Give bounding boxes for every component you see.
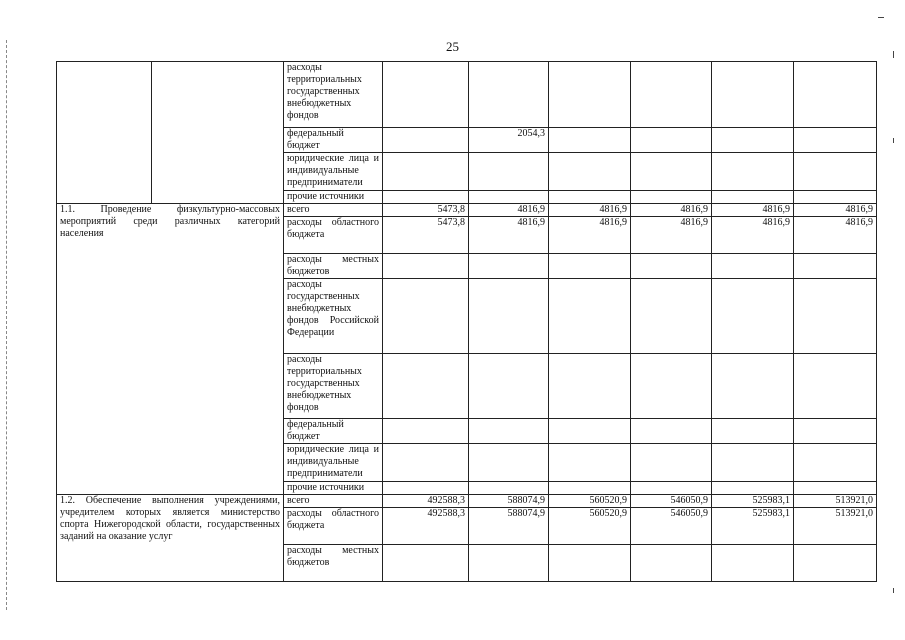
value-cell: [794, 419, 877, 444]
value-cell: [712, 191, 794, 204]
value-cell: [469, 482, 549, 495]
value-cell: 4816,9: [469, 217, 549, 254]
source-cell: всего: [284, 495, 383, 508]
value-cell: [469, 254, 549, 279]
value-cell: [631, 354, 712, 419]
source-cell: всего: [284, 204, 383, 217]
value-cell: 560520,9: [549, 508, 631, 545]
value-cell: [712, 279, 794, 354]
value-cell: 2054,3: [469, 128, 549, 153]
value-cell: [469, 153, 549, 191]
scan-mark: [893, 138, 894, 143]
value-cell: [383, 444, 469, 482]
scan-mark: [893, 588, 894, 593]
scan-mark: [878, 17, 884, 18]
value-cell: [549, 128, 631, 153]
value-cell: [712, 128, 794, 153]
value-cell: [712, 444, 794, 482]
value-cell: [549, 279, 631, 354]
value-cell: [469, 191, 549, 204]
value-cell: [469, 545, 549, 582]
value-cell: [631, 128, 712, 153]
value-cell: [469, 62, 549, 128]
source-cell: расходы государственных внебюджетных фондов Российской Федерации: [284, 279, 383, 354]
source-cell: прочие источники: [284, 482, 383, 495]
source-cell: юридические лица и индивидуальные предприниматели: [284, 153, 383, 191]
value-cell: [794, 153, 877, 191]
table-row: [57, 204, 877, 217]
source-cell: федеральный бюджет: [284, 128, 383, 153]
value-cell: [794, 354, 877, 419]
value-cell: [469, 419, 549, 444]
value-cell: [631, 419, 712, 444]
value-cell: 4816,9: [794, 204, 877, 217]
value-cell: [469, 444, 549, 482]
value-cell: [794, 62, 877, 128]
value-cell: [549, 254, 631, 279]
source-cell: расходы территориальных государственных внебюджетных фондов: [284, 62, 383, 128]
value-cell: [631, 279, 712, 354]
value-cell: [549, 444, 631, 482]
value-cell: [794, 128, 877, 153]
value-cell: [712, 153, 794, 191]
source-cell: расходы областного бюджета: [284, 508, 383, 545]
value-cell: [794, 444, 877, 482]
value-cell: [549, 545, 631, 582]
value-cell: [383, 254, 469, 279]
value-cell: [383, 354, 469, 419]
value-cell: [631, 191, 712, 204]
value-cell: 5473,8: [383, 217, 469, 254]
value-cell: [712, 482, 794, 495]
value-cell: [794, 279, 877, 354]
value-cell: [383, 545, 469, 582]
value-cell: [549, 62, 631, 128]
value-cell: [383, 419, 469, 444]
value-cell: [549, 153, 631, 191]
value-cell: [383, 62, 469, 128]
value-cell: [631, 482, 712, 495]
value-cell: 560520,9: [549, 495, 631, 508]
value-cell: [631, 254, 712, 279]
value-cell: 4816,9: [794, 217, 877, 254]
value-cell: [794, 545, 877, 582]
value-cell: [549, 482, 631, 495]
source-cell: расходы территориальных государственных внебюджетных фондов: [284, 354, 383, 419]
source-cell: федеральный бюджет: [284, 419, 383, 444]
value-cell: [549, 419, 631, 444]
source-cell: юридические лица и индивидуальные предприниматели: [284, 444, 383, 482]
value-cell: [712, 62, 794, 128]
empty-cell: [152, 62, 284, 204]
source-cell: расходы местных бюджетов: [284, 545, 383, 582]
value-cell: [712, 419, 794, 444]
value-cell: [383, 279, 469, 354]
activity-title: 1.1. Проведение физкультурно-массовых мероприятий среди различных категорий населения: [57, 204, 284, 495]
value-cell: 525983,1: [712, 508, 794, 545]
value-cell: [383, 191, 469, 204]
value-cell: [469, 279, 549, 354]
value-cell: [549, 191, 631, 204]
value-cell: 4816,9: [712, 204, 794, 217]
budget-table: [56, 61, 877, 582]
source-cell: прочие источники: [284, 191, 383, 204]
value-cell: [383, 153, 469, 191]
source-cell: расходы областного бюджета: [284, 217, 383, 254]
table-row: [57, 495, 877, 508]
value-cell: [383, 482, 469, 495]
scan-fold-line: [6, 40, 8, 610]
value-cell: 4816,9: [712, 217, 794, 254]
value-cell: [549, 354, 631, 419]
value-cell: [631, 62, 712, 128]
value-cell: 4816,9: [549, 217, 631, 254]
value-cell: 588074,9: [469, 508, 549, 545]
value-cell: 513921,0: [794, 495, 877, 508]
value-cell: [631, 153, 712, 191]
value-cell: 4816,9: [549, 204, 631, 217]
value-cell: [712, 254, 794, 279]
value-cell: [383, 128, 469, 153]
value-cell: [794, 254, 877, 279]
value-cell: 546050,9: [631, 508, 712, 545]
value-cell: [631, 444, 712, 482]
value-cell: [794, 482, 877, 495]
value-cell: 492588,3: [383, 508, 469, 545]
value-cell: [712, 354, 794, 419]
value-cell: 5473,8: [383, 204, 469, 217]
value-cell: 492588,3: [383, 495, 469, 508]
value-cell: [794, 191, 877, 204]
table-row: [57, 62, 877, 128]
value-cell: [712, 545, 794, 582]
activity-title: 1.2. Обеспечение выполнения учреждениями, учредителем которых является министерство спорта Нижегородской области, государственных заданий на оказание услуг: [57, 495, 284, 582]
value-cell: 513921,0: [794, 508, 877, 545]
value-cell: 525983,1: [712, 495, 794, 508]
empty-cell: [57, 62, 152, 204]
value-cell: 4816,9: [469, 204, 549, 217]
value-cell: 4816,9: [631, 217, 712, 254]
page-number: 25: [446, 39, 459, 54]
value-cell: [631, 545, 712, 582]
source-cell: расходы местных бюджетов: [284, 254, 383, 279]
value-cell: 546050,9: [631, 495, 712, 508]
value-cell: 588074,9: [469, 495, 549, 508]
value-cell: [469, 354, 549, 419]
value-cell: 4816,9: [631, 204, 712, 217]
